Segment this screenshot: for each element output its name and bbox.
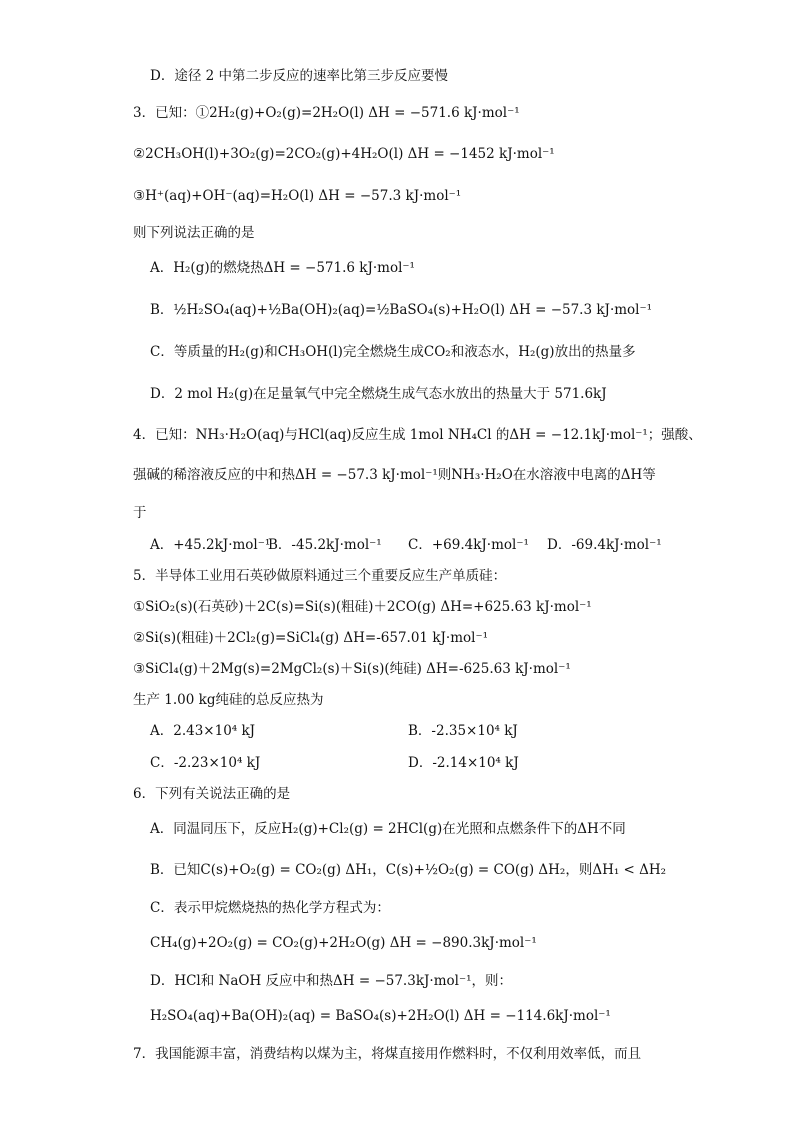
- q3-stem-eq1: 3．已知：①2H₂(g)+O₂(g)=2H₂O(l) ΔH = −571.6 kJ·mol⁻¹: [133, 105, 520, 121]
- q4-stem-line3: 于: [133, 505, 147, 521]
- q3-option-b: B．½H₂SO₄(aq)+½Ba(OH)₂(aq)=½BaSO₄(s)+H₂O(l) ΔH = −57.3 kJ·mol⁻¹: [150, 302, 653, 318]
- q3-option-d: D．2 mol H₂(g)在足量氧气中完全燃烧生成气态水放出的热量大于 571.6kJ: [150, 386, 607, 402]
- q6-option-a: A．同温同压下，反应H₂(g)+Cl₂(g) = 2HCl(g)在光照和点燃条件下的ΔH不同: [150, 821, 626, 837]
- q3-eq3: ③H⁺(aq)+OH⁻(aq)=H₂O(l) ΔH = −57.3 kJ·mol⁻¹: [133, 188, 462, 204]
- q4-stem-line1: 4．已知：NH₃·H₂O(aq)与HCl(aq)反应生成 1mol NH₄Cl 的ΔH = −12.1kJ·mol⁻¹；强酸、: [133, 427, 702, 443]
- q2-option-d: D．途径 2 中第二步反应的速率比第三步反应要慢: [150, 68, 448, 84]
- q5-stem: 5．半导体工业用石英砂做原料通过三个重要反应生产单质硅：: [133, 568, 507, 584]
- q6-option-d-equation: H₂SO₄(aq)+Ba(OH)₂(aq) = BaSO₄(s)+2H₂O(l) ΔH = −114.6kJ·mol⁻¹: [150, 1008, 611, 1024]
- q5-eq1: ①SiO₂(s)(石英砂)＋2C(s)=Si(s)(粗硅)＋2CO(g) ΔH=+625.63 kJ·mol⁻¹: [133, 599, 592, 615]
- q3-option-c: C．等质量的H₂(g)和CH₃OH(l)完全燃烧生成CO₂和液态水，H₂(g)放出的热量多: [150, 344, 636, 360]
- q6-option-d: D．HCl和 NaOH 反应中和热ΔH = −57.3kJ·mol⁻¹，则：: [150, 973, 512, 989]
- q7-stem: 7．我国能源丰富，消费结构以煤为主，将煤直接用作燃料时，不仅利用效率低，而且: [133, 1046, 642, 1062]
- q6-option-b: B．已知C(s)+O₂(g) = CO₂(g) ΔH₁，C(s)+½O₂(g) = CO(g) ΔH₂，则ΔH₁ < ΔH₂: [150, 862, 667, 878]
- q5-option-d: D．-2.14×10⁴ kJ: [408, 755, 519, 771]
- q3-prompt: 则下列说法正确的是: [133, 225, 255, 241]
- q5-option-a: A．2.43×10⁴ kJ: [150, 723, 256, 739]
- q4-option-b: B．-45.2kJ·mol⁻¹: [268, 537, 382, 553]
- q5-eq3: ③SiCl₄(g)＋2Mg(s)=2MgCl₂(s)＋Si(s)(纯硅) ΔH=-625.63 kJ·mol⁻¹: [133, 661, 571, 677]
- q4-option-d: D．-69.4kJ·mol⁻¹: [547, 537, 662, 553]
- q3-option-a: A．H₂(g)的燃烧热ΔH = −571.6 kJ·mol⁻¹: [150, 260, 415, 276]
- q5-option-b: B．-2.35×10⁴ kJ: [408, 723, 518, 739]
- q6-option-c-equation: CH₄(g)+2O₂(g) = CO₂(g)+2H₂O(g) ΔH = −890.3kJ·mol⁻¹: [150, 935, 537, 951]
- q4-option-c: C．+69.4kJ·mol⁻¹: [408, 537, 529, 553]
- q6-stem: 6．下列有关说法正确的是: [133, 786, 291, 802]
- q4-option-a: A．+45.2kJ·mol⁻¹: [150, 537, 271, 553]
- q5-prompt: 生产 1.00 kg纯硅的总反应热为: [133, 692, 324, 708]
- q3-eq2: ②2CH₃OH(l)+3O₂(g)=2CO₂(g)+4H₂O(l) ΔH = −1452 kJ·mol⁻¹: [133, 146, 555, 162]
- q5-option-c: C．-2.23×10⁴ kJ: [150, 755, 261, 771]
- q5-eq2: ②Si(s)(粗硅)＋2Cl₂(g)=SiCl₄(g) ΔH=-657.01 kJ·mol⁻¹: [133, 630, 488, 646]
- q4-stem-line2: 强碱的稀溶液反应的中和热ΔH = −57.3 kJ·mol⁻¹则NH₃·H₂O在水溶液中电离的ΔH等: [133, 467, 656, 483]
- q6-option-c: C．表示甲烷燃烧热的热化学方程式为：: [150, 900, 390, 916]
